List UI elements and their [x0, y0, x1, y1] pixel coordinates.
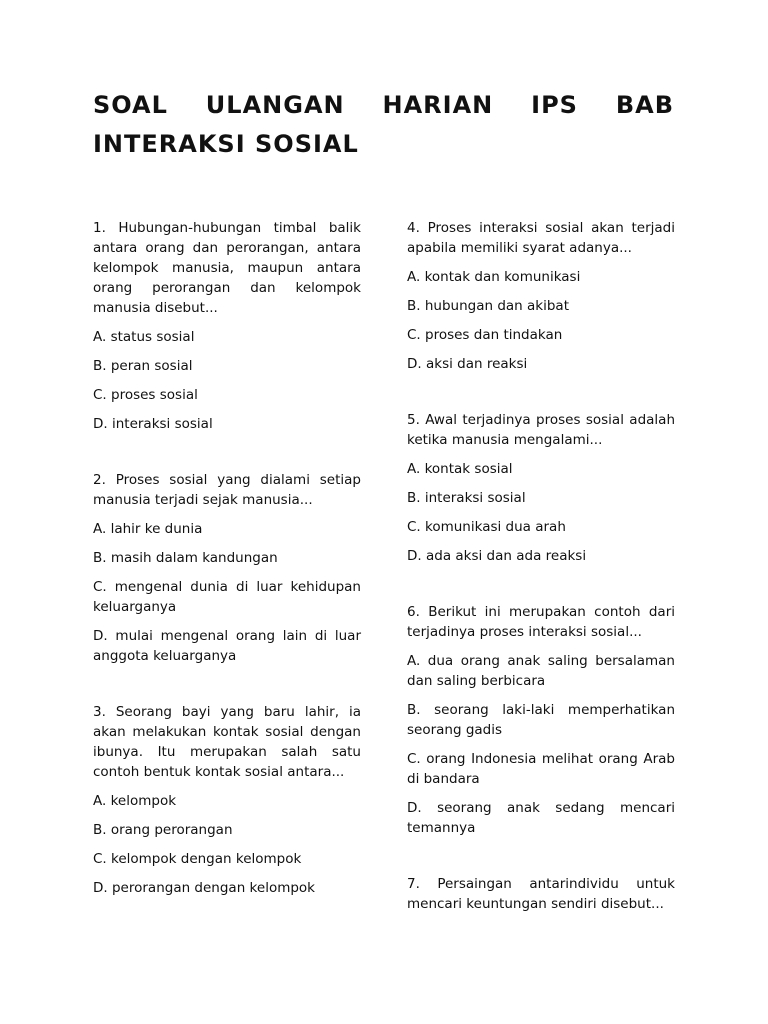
answer-option: C. mengenal dunia di luar kehidupan keluarganya	[93, 579, 361, 615]
question-stem: 1. Hubungan-hubungan timbal balik antara orang dan perorangan, antara kelompok manusia, maupun antara orang perorangan dan kelompok manusia disebut...	[93, 220, 361, 316]
question-5	[407, 410, 675, 566]
answer-option: D. seorang anak sedang mencari temannya	[407, 800, 675, 836]
answer-option: C. orang Indonesia melihat orang Arab di bandara	[407, 751, 675, 787]
question-6	[407, 602, 675, 838]
answer-option: C. komunikasi dua arah	[407, 519, 566, 535]
answer-option: D. interaksi sosial	[93, 416, 213, 432]
question-7	[407, 874, 675, 914]
left-column	[93, 218, 361, 934]
answer-option: C. kelompok dengan kelompok	[93, 851, 302, 867]
question-1	[93, 218, 361, 434]
answer-option: A. lahir ke dunia	[93, 521, 203, 537]
answer-option: A. status sosial	[93, 329, 195, 345]
question-stem: 2. Proses sosial yang dialami setiap manusia terjadi sejak manusia...	[93, 472, 361, 508]
question-stem: 6. Berikut ini merupakan contoh dari terjadinya proses interaksi sosial...	[407, 604, 675, 640]
answer-option: A. kontak sosial	[407, 461, 513, 477]
answer-option: B. orang perorangan	[93, 822, 233, 838]
question-stem: 5. Awal terjadinya proses sosial adalah ketika manusia mengalami...	[407, 412, 675, 448]
answer-option: D. perorangan dengan kelompok	[93, 880, 316, 896]
answer-option: D. mulai mengenal orang lain di luar anggota keluarganya	[93, 628, 361, 664]
answer-option: C. proses dan tindakan	[407, 327, 563, 343]
answer-option: D. aksi dan reaksi	[407, 356, 528, 372]
answer-option: B. peran sosial	[93, 358, 193, 374]
answer-option: A. kelompok	[93, 793, 177, 809]
question-2	[93, 470, 361, 666]
answer-option: A. kontak dan komunikasi	[407, 269, 581, 285]
answer-option: D. ada aksi dan ada reaksi	[407, 548, 587, 564]
question-stem: 4. Proses interaksi sosial akan terjadi apabila memiliki syarat adanya...	[407, 220, 675, 256]
answer-option: B. hubungan dan akibat	[407, 298, 569, 314]
question-stem: 7. Persaingan antarindividu untuk mencari keuntungan sendiri disebut...	[407, 876, 675, 912]
question-3	[93, 702, 361, 898]
answer-option: B. masih dalam kandungan	[93, 550, 278, 566]
question-4	[407, 218, 675, 374]
answer-option: B. seorang laki-laki memperhatikan seorang gadis	[407, 702, 675, 738]
answer-option: C. proses sosial	[93, 387, 198, 403]
answer-option: A. dua orang anak saling bersalaman dan saling berbicara	[407, 653, 675, 689]
question-stem: 3. Seorang bayi yang baru lahir, ia akan melakukan kontak sosial dengan ibunya. Itu merupakan salah satu contoh bentuk kontak sosial antara...	[93, 704, 361, 780]
right-column	[407, 218, 675, 950]
answer-option: B. interaksi sosial	[407, 490, 526, 506]
page-title: SOAL ULANGAN HARIAN IPS BAB INTERAKSI SOSIAL	[93, 91, 674, 158]
